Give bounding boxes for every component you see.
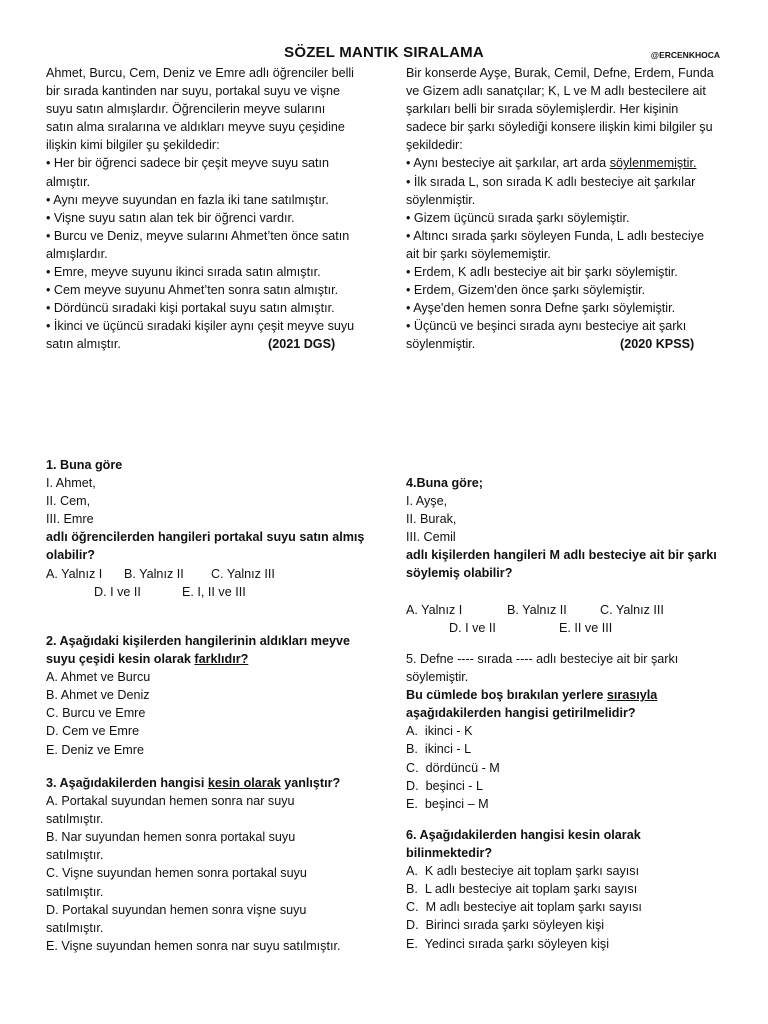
- question-item: I. Ahmet,: [46, 476, 96, 491]
- passage-line: suyu satın almışlardır. Öğrencilerin meyve sularını: [46, 102, 326, 117]
- stem-text: suyu çeşidi kesin olarak: [46, 652, 195, 667]
- underlined-text: farklıdır?: [194, 652, 249, 667]
- question-stem: söylemiş olabilir?: [406, 566, 513, 581]
- left-passage: [46, 64, 371, 354]
- question-item: II. Burak,: [406, 512, 457, 527]
- passage-line: • Gizem üçüncü sırada şarkı söylemiştir.: [406, 210, 630, 225]
- passage-line: • Üçüncü ve beşinci sırada aynı besteciye ait şarkı: [406, 319, 687, 334]
- option-d-cont[interactable]: satılmıştır.: [46, 920, 104, 935]
- question-1: [46, 456, 371, 601]
- question-2: [46, 632, 371, 759]
- page-title: SÖZEL MANTIK SIRALAMA: [284, 44, 484, 61]
- option-e[interactable]: E. Yedinci sırada şarkı söyleyen kişi: [406, 936, 609, 951]
- passage-line: şekildedir:: [406, 138, 463, 153]
- option-d[interactable]: D. beşinci - L: [406, 778, 483, 793]
- question-stem: 2. Aşağıdaki kişilerden hangilerinin aldıkları meyve: [46, 634, 351, 648]
- passage-line: söylenmiştir.: [406, 337, 476, 352]
- question-4: [406, 474, 736, 637]
- option-b[interactable]: B. Nar suyundan hemen sonra portakal suyu: [46, 830, 296, 845]
- author-handle: @ERCENKHOCA: [650, 50, 720, 60]
- option-c[interactable]: C. Yalnız III: [600, 602, 664, 617]
- passage-line: • İkinci ve üçüncü sıradaki kişiler aynı çeşit meyve suyu: [46, 319, 355, 334]
- passage-line: söylenmiştir.: [406, 192, 476, 207]
- passage-last-line: [406, 335, 736, 353]
- bullet-text: • Aynı besteciye ait şarkılar, art arda: [406, 156, 610, 171]
- option-b[interactable]: B. Ahmet ve Deniz: [46, 688, 150, 703]
- passage-line: şarkıları belli bir sırada söylemişlerdir. Her kişinin: [406, 102, 679, 117]
- option-c[interactable]: C. Vişne suyundan hemen sonra portakal suyu: [46, 866, 307, 881]
- passage-line: Ahmet, Burcu, Cem, Deniz ve Emre adlı öğrenciler belli: [46, 66, 354, 80]
- underlined-text: kesin olarak: [207, 776, 281, 790]
- source-label: (2020 KPSS): [620, 337, 695, 352]
- option-e[interactable]: E. I, II ve III: [182, 584, 246, 599]
- question-head: 4.Buna göre;: [406, 476, 483, 490]
- option-b-cont[interactable]: satılmıştır.: [46, 848, 104, 863]
- option-b[interactable]: B. ikinci - L: [406, 742, 472, 757]
- question-item: III. Emre: [46, 512, 94, 527]
- question-item: II. Cem,: [46, 494, 91, 509]
- passage-line: • Altıncı sırada şarkı söyleyen Funda, L adlı besteciye: [406, 228, 704, 243]
- passage-line: • Cem meyve suyunu Ahmet’ten sonra satın almıştır.: [46, 283, 339, 298]
- question-6: [406, 826, 736, 953]
- question-5: [406, 650, 736, 813]
- underlined-text: söylenmemiştir.: [609, 156, 697, 171]
- option-d[interactable]: D. Portakal suyundan hemen sonra vişne suyu: [46, 902, 307, 917]
- stem-text: Bu cümlede boş bırakılan yerlere: [406, 688, 607, 703]
- passage-line: ilişkin kimi bilgiler şu şekildedir:: [46, 138, 220, 153]
- question-stem: 6. Aşağıdakilerden hangisi kesin olarak: [406, 828, 641, 842]
- passage-line: • Her bir öğrenci sadece bir çeşit meyve suyu satın: [46, 156, 329, 171]
- passage-line: almışlardır.: [46, 246, 108, 261]
- passage-line: • Erdem, Gizem'den önce şarkı söylemiştir.: [406, 283, 646, 298]
- options-row: [406, 601, 736, 619]
- passage-line: ait bir şarkı söylememiştir.: [406, 246, 551, 261]
- option-a[interactable]: A. Yalnız I: [406, 602, 463, 617]
- passage-line: • Erdem, K adlı besteciye ait bir şarkı söylemiştir.: [406, 265, 678, 280]
- passage-line: Bir konserde Ayşe, Burak, Cemil, Defne, Erdem, Funda: [406, 66, 714, 80]
- option-a[interactable]: A. ikinci - K: [406, 724, 473, 739]
- option-a[interactable]: A. Ahmet ve Burcu: [46, 670, 151, 685]
- stem-text: yanlıştır?: [280, 776, 341, 790]
- passage-line: satın almıştır.: [46, 337, 121, 352]
- passage-line: ve Gizem adlı sanatçılar; K, L ve M adlı bestecilere ait: [406, 84, 706, 99]
- passage-line: • Emre, meyve suyunu ikinci sırada satın almıştır.: [46, 265, 321, 280]
- option-a[interactable]: A. Yalnız I: [46, 566, 103, 581]
- question-stem: bilinmektedir?: [406, 846, 493, 861]
- question-stem: aşağıdakilerden hangisi getirilmelidir?: [406, 706, 636, 721]
- passage-line: • İlk sırada L, son sırada K adlı besteciye ait şarkılar: [406, 174, 696, 189]
- question-stem: [46, 650, 371, 668]
- passage-line: sadece bir şarkı söylediği konsere ilişkin kimi bilgiler şu: [406, 120, 713, 135]
- option-c[interactable]: C. dördüncü - M: [406, 760, 500, 775]
- stem-text: 3. Aşağıdakilerden hangisi: [46, 776, 208, 790]
- option-d[interactable]: D. Cem ve Emre: [46, 724, 140, 739]
- passage-line: • Vişne suyu satın alan tek bir öğrenci vardır.: [46, 210, 295, 225]
- option-e[interactable]: E. beşinci – M: [406, 796, 489, 811]
- options-row: [46, 565, 371, 583]
- passage-line: [406, 154, 736, 172]
- question-stem: [46, 774, 371, 792]
- option-d[interactable]: D. I ve II: [94, 584, 141, 599]
- option-a-cont[interactable]: satılmıştır.: [46, 812, 104, 827]
- passage-line: • Ayşe'den hemen sonra Defne şarkı söylemiştir.: [406, 301, 676, 316]
- right-passage: [406, 64, 736, 354]
- source-label: (2021 DGS): [268, 337, 336, 352]
- passage-line: bir sırada kantinden nar suyu, portakal suyu ve vişne: [46, 84, 341, 99]
- passage-line: satın alma sıralarına ve aldıkları meyve suyu çeşidine: [46, 120, 345, 135]
- option-b[interactable]: B. Yalnız II: [124, 566, 184, 581]
- option-c[interactable]: C. Burcu ve Emre: [46, 706, 146, 721]
- option-b[interactable]: B. L adlı besteciye ait toplam şarkı sayısı: [406, 882, 638, 897]
- underlined-text: sırasıyla: [606, 688, 658, 703]
- question-stem: [406, 686, 736, 704]
- question-text: 5. Defne ---- sırada ---- adlı besteciye ait bir şarkı: [406, 652, 679, 666]
- options-row: [46, 583, 371, 601]
- passage-line: almıştır.: [46, 174, 91, 189]
- question-3: [46, 774, 371, 955]
- option-a[interactable]: A. Portakal suyundan hemen sonra nar suyu: [46, 794, 295, 809]
- question-head: 1. Buna göre: [46, 458, 123, 472]
- option-c[interactable]: C. Yalnız III: [211, 566, 275, 581]
- question-stem: adlı öğrencilerden hangileri portakal suyu satın almış: [46, 530, 365, 545]
- option-a[interactable]: A. K adlı besteciye ait toplam şarkı sayısı: [406, 864, 640, 879]
- question-item: I. Ayşe,: [406, 494, 448, 509]
- question-stem: olabilir?: [46, 548, 95, 563]
- option-c-cont[interactable]: satılmıştır.: [46, 884, 104, 899]
- passage-line: • Burcu ve Deniz, meyve sularını Ahmet’ten önce satın: [46, 228, 350, 243]
- passage-line: • Dördüncü sıradaki kişi portakal suyu satın almıştır.: [46, 301, 335, 316]
- question-text: söylemiştir.: [406, 670, 469, 685]
- option-e[interactable]: E. II ve III: [559, 620, 613, 635]
- passage-last-line: [46, 335, 371, 353]
- question-item: III. Cemil: [406, 530, 456, 545]
- option-d[interactable]: D. I ve II: [449, 620, 496, 635]
- passage-line: • Aynı meyve suyundan en fazla iki tane satılmıştır.: [46, 192, 329, 207]
- option-b[interactable]: B. Yalnız II: [507, 602, 567, 617]
- option-d[interactable]: D. Birinci sırada şarkı söyleyen kişi: [406, 918, 605, 933]
- option-e[interactable]: E. Vişne suyundan hemen sonra nar suyu satılmıştır.: [46, 938, 341, 953]
- options-row: [406, 619, 736, 637]
- question-stem: adlı kişilerden hangileri M adlı besteciye ait bir şarkı: [406, 548, 717, 563]
- option-e[interactable]: E. Deniz ve Emre: [46, 742, 144, 757]
- option-c[interactable]: C. M adlı besteciye ait toplam şarkı sayısı: [406, 900, 642, 915]
